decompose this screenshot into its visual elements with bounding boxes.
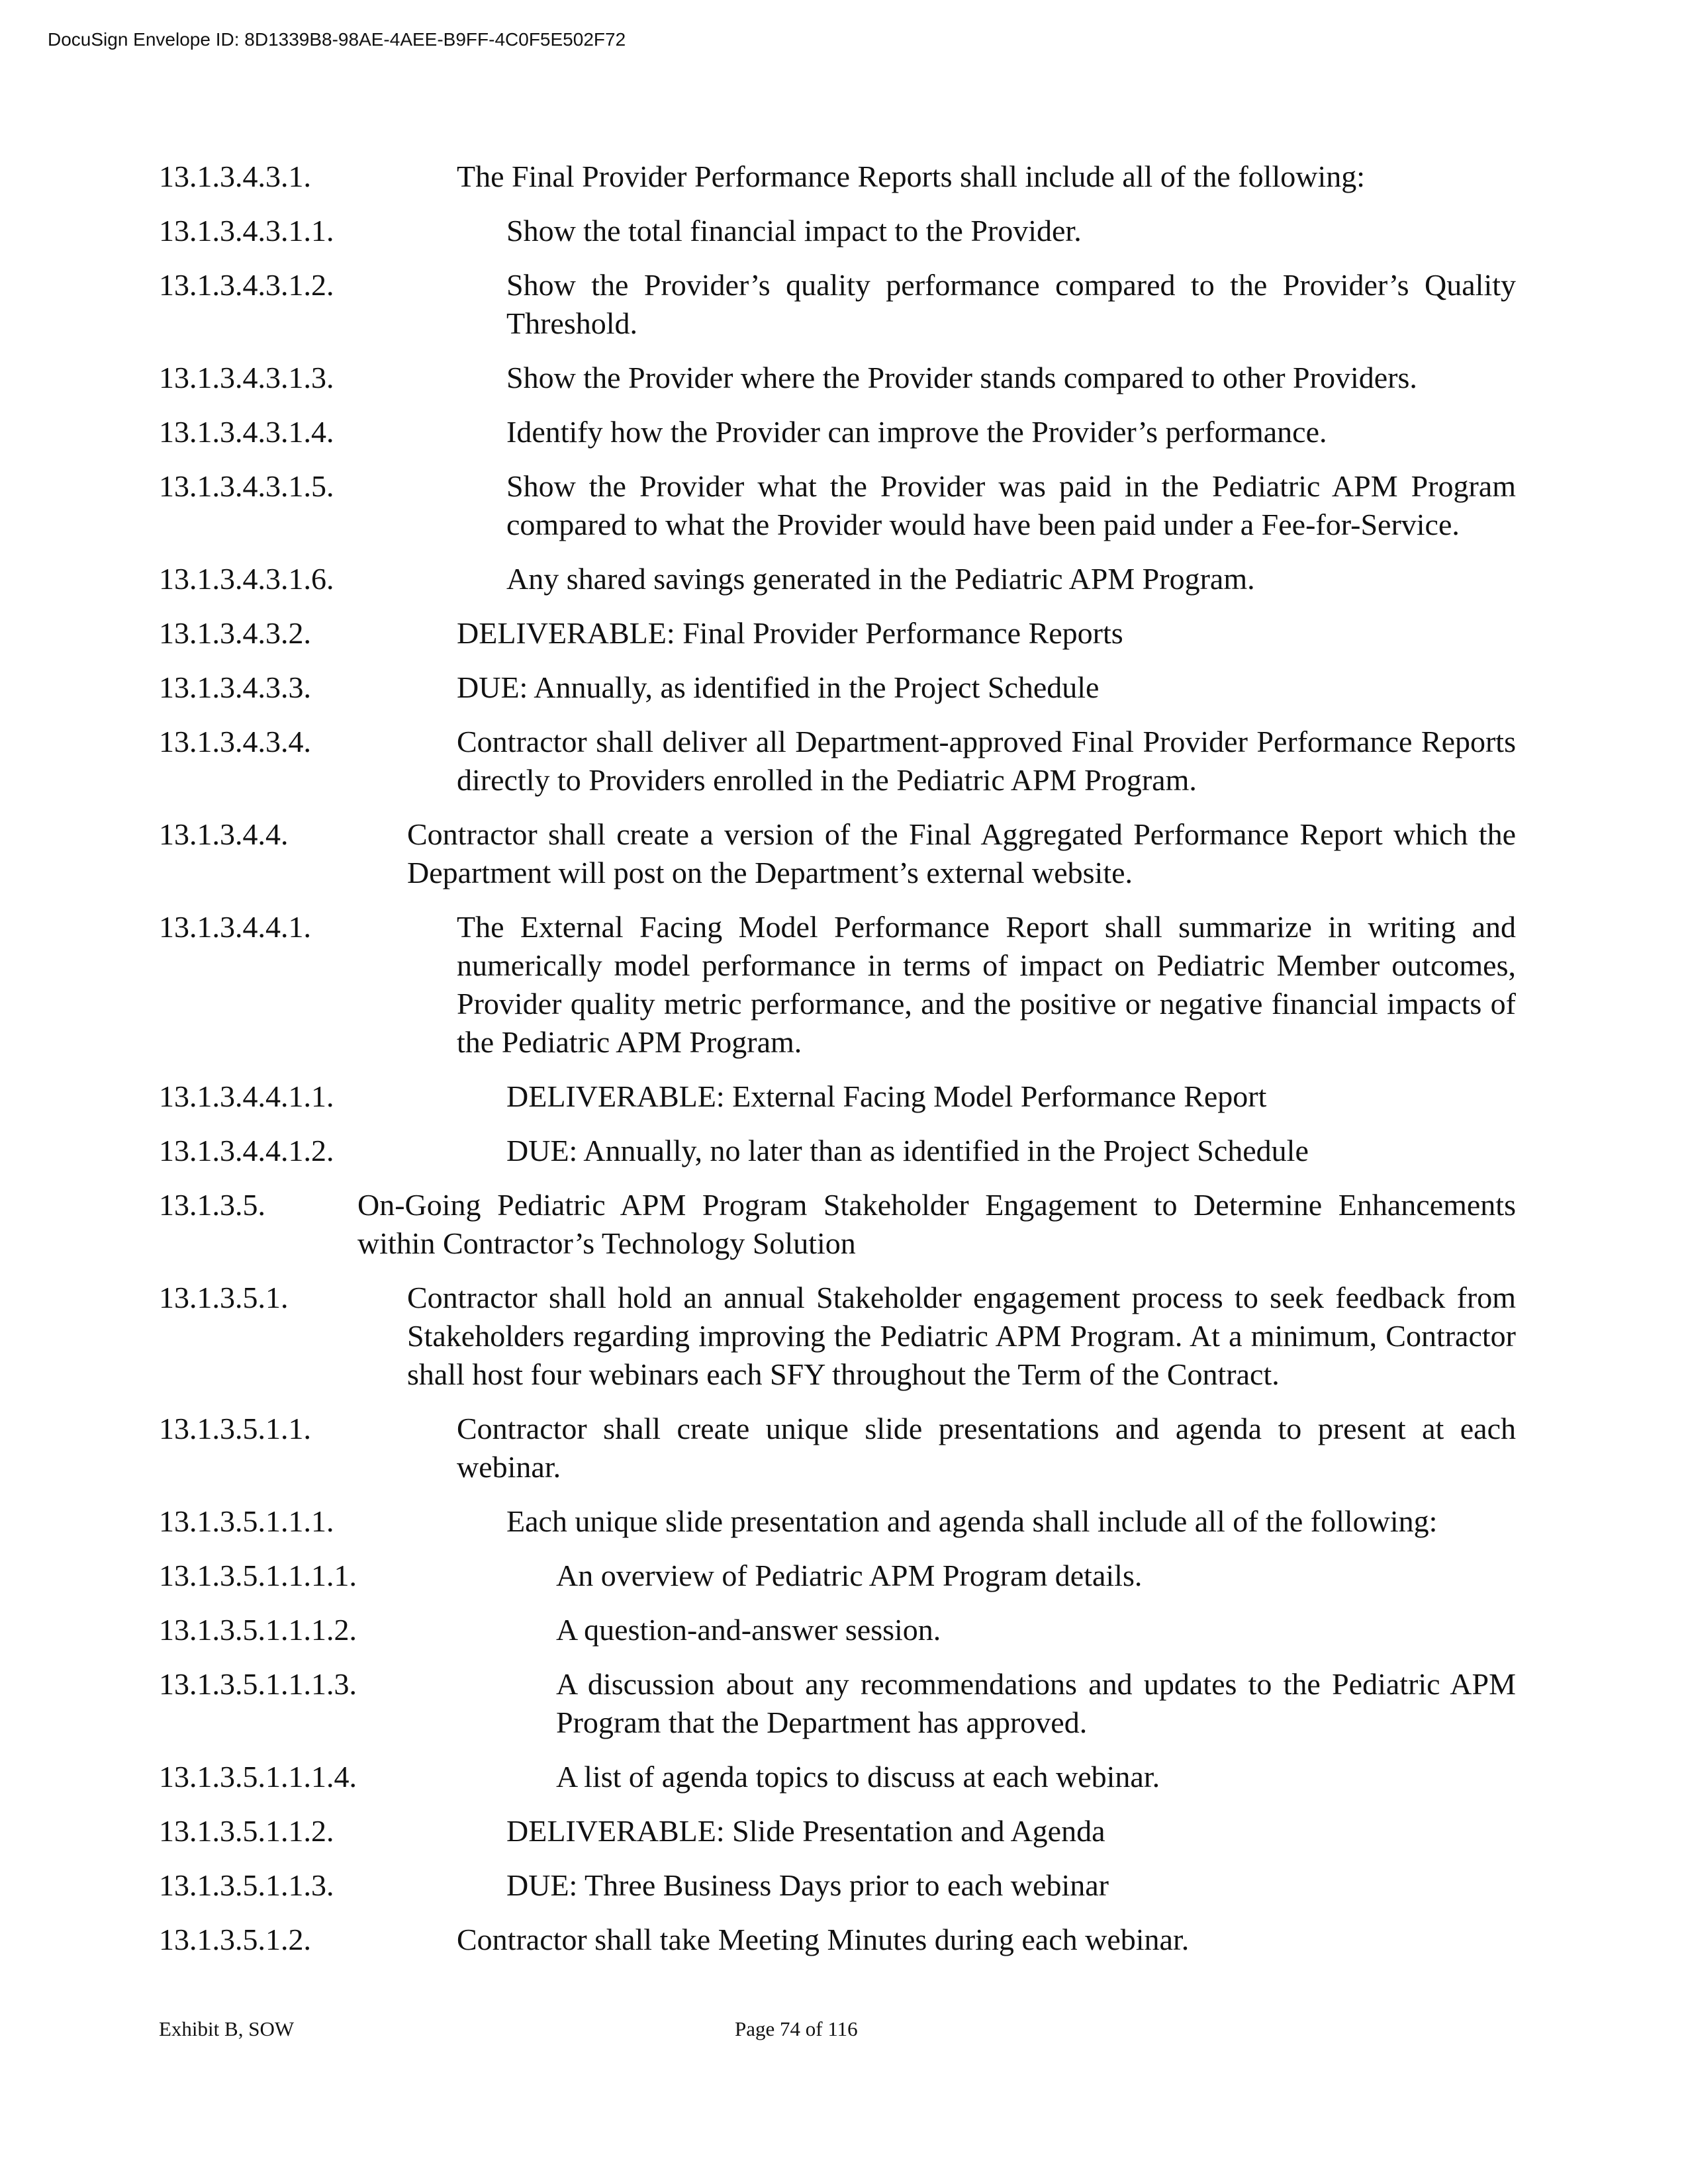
list-item: [159, 668, 1516, 707]
document-body: [159, 158, 1516, 1975]
list-item: [159, 815, 1516, 892]
section-text: Contractor shall hold an annual Stakeholder engagement process to seek feedback from Stakeholders regarding improving the Pediatric APM Program. At a minimum, Contractor shall host four webinars each SFY throughout the Term of the Contract.: [407, 1281, 1516, 1391]
section-number: 13.1.3.4.3.1.: [159, 159, 311, 193]
list-item: [159, 614, 1516, 653]
list-item: [159, 1611, 1516, 1649]
list-item: [159, 1665, 1516, 1742]
list-item: [159, 1758, 1516, 1796]
section-text: Each unique slide presentation and agenda shall include all of the following:: [506, 1504, 1438, 1538]
list-item: [159, 413, 1516, 451]
section-number: 13.1.3.4.4.1.1.: [159, 1079, 334, 1113]
list-item: [159, 1557, 1516, 1595]
section-text: Contractor shall create unique slide presentations and agenda to present at each webinar.: [457, 1412, 1516, 1484]
section-number: 13.1.3.5.1.1.2.: [159, 1814, 334, 1848]
section-number: 13.1.3.5.1.1.1.2.: [159, 1613, 357, 1647]
docusign-envelope-id: DocuSign Envelope ID: 8D1339B8-98AE-4AEE-B9FF-4C0F5E502F72: [48, 29, 626, 50]
section-text: DUE: Annually, as identified in the Project Schedule: [457, 670, 1100, 704]
section-number: 13.1.3.5.1.1.: [159, 1412, 311, 1445]
section-number: 13.1.3.4.4.: [159, 817, 289, 851]
section-text: Any shared savings generated in the Pediatric APM Program.: [506, 562, 1255, 596]
section-text: Show the Provider where the Provider stands compared to other Providers.: [506, 361, 1417, 394]
list-item: [159, 1279, 1516, 1394]
list-item: [159, 908, 1516, 1062]
section-text: Show the Provider’s quality performance compared to the Provider’s Quality Threshold.: [506, 268, 1516, 340]
section-number: 13.1.3.5.1.1.1.4.: [159, 1760, 357, 1794]
section-text: DELIVERABLE: External Facing Model Performance Report: [506, 1079, 1267, 1113]
footer-page-number: Page 74 of 116: [735, 2017, 858, 2040]
list-item: [159, 1186, 1516, 1263]
section-text: DELIVERABLE: Slide Presentation and Agenda: [506, 1814, 1105, 1848]
list-item: [159, 1866, 1516, 1905]
section-number: 13.1.3.5.1.: [159, 1281, 289, 1314]
section-number: 13.1.3.5.1.1.1.: [159, 1504, 334, 1538]
list-item: [159, 158, 1516, 196]
list-item: [159, 1812, 1516, 1850]
list-item: [159, 266, 1516, 343]
list-item: [159, 560, 1516, 598]
section-number: 13.1.3.4.3.2.: [159, 616, 311, 650]
section-number: 13.1.3.4.3.3.: [159, 670, 311, 704]
section-number: 13.1.3.4.3.1.3.: [159, 361, 334, 394]
section-number: 13.1.3.5.1.1.1.1.: [159, 1559, 357, 1592]
section-text: Show the total financial impact to the Provider.: [506, 214, 1082, 248]
section-text: A list of agenda topics to discuss at each webinar.: [556, 1760, 1160, 1794]
section-text: Show the Provider what the Provider was paid in the Pediatric APM Program compared to what the Provider would have been paid under a Fee-for-Service.: [506, 469, 1516, 541]
section-heading: On-Going Pediatric APM Program Stakeholder Engagement to Determine Enhancements within Contractor’s Technology Solution: [357, 1188, 1516, 1260]
section-number: 13.1.3.4.3.4.: [159, 725, 311, 758]
section-number: 13.1.3.4.4.1.2.: [159, 1134, 334, 1167]
section-number: 13.1.3.4.4.1.: [159, 910, 311, 944]
section-text: A question-and-answer session.: [556, 1613, 941, 1647]
section-number: 13.1.3.4.3.1.6.: [159, 562, 334, 596]
section-number: 13.1.3.4.3.1.5.: [159, 469, 334, 503]
section-number: 13.1.3.5.1.2.: [159, 1923, 311, 1956]
section-text: Contractor shall deliver all Department-approved Final Provider Performance Reports directly to Providers enrolled in the Pediatric APM Program.: [457, 725, 1516, 797]
list-item: [159, 723, 1516, 799]
section-number: 13.1.3.5.1.1.1.3.: [159, 1667, 357, 1701]
section-text: Contractor shall take Meeting Minutes during each webinar.: [457, 1923, 1190, 1956]
section-text: The Final Provider Performance Reports shall include all of the following:: [457, 159, 1366, 193]
list-item: [159, 467, 1516, 544]
section-text: A discussion about any recommendations and updates to the Pediatric APM Program that the Department has approved.: [556, 1667, 1516, 1739]
list-item: [159, 1077, 1516, 1116]
section-number: 13.1.3.5.1.1.3.: [159, 1868, 334, 1902]
section-text: Identify how the Provider can improve the Provider’s performance.: [506, 415, 1327, 449]
section-text: DELIVERABLE: Final Provider Performance Reports: [457, 616, 1123, 650]
list-item: [159, 212, 1516, 250]
section-number: 13.1.3.4.3.1.1.: [159, 214, 334, 248]
section-number: 13.1.3.4.3.1.2.: [159, 268, 334, 302]
section-number: 13.1.3.4.3.1.4.: [159, 415, 334, 449]
section-text: An overview of Pediatric APM Program details.: [556, 1559, 1143, 1592]
section-text: DUE: Three Business Days prior to each webinar: [506, 1868, 1109, 1902]
section-number: 13.1.3.5.: [159, 1188, 265, 1222]
section-text: Contractor shall create a version of the Final Aggregated Performance Report which the Department will post on the Department’s external website.: [407, 817, 1516, 889]
list-item: [159, 1132, 1516, 1170]
list-item: [159, 1502, 1516, 1541]
list-item: [159, 359, 1516, 397]
section-text: DUE: Annually, no later than as identified in the Project Schedule: [506, 1134, 1309, 1167]
section-text: The External Facing Model Performance Report shall summarize in writing and numerically model performance in terms of impact on Pediatric Member outcomes, Provider quality metric performance, and the positive or negative financial impacts of the Pediatric APM Program.: [457, 910, 1516, 1059]
list-item: [159, 1410, 1516, 1486]
footer-exhibit-label: Exhibit B, SOW: [159, 2017, 295, 2040]
list-item: [159, 1921, 1516, 1959]
